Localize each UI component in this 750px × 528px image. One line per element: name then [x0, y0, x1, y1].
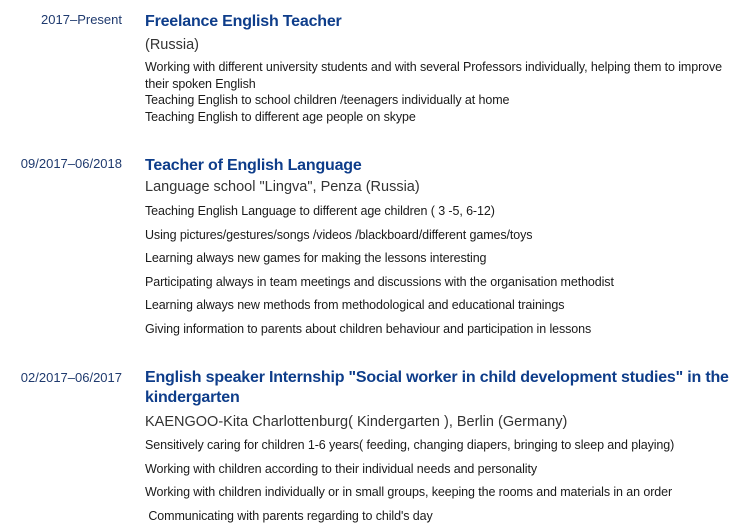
entry-content	[145, 156, 735, 341]
entry-content	[145, 368, 735, 528]
entry-date: 02/2017–06/2017	[20, 370, 122, 385]
entry-organization: (Russia)	[145, 37, 199, 53]
entry-title: Teacher of English Language	[145, 157, 362, 174]
duty-item: Participating always in team meetings and discussions with the organisation methodist	[145, 274, 614, 289]
entry-date: 2017–Present	[41, 12, 122, 27]
entry-duties	[145, 200, 735, 341]
duty-item: Teaching English to school children /teenagers individually at home	[145, 93, 510, 107]
duty-item: Communicating with parents regarding to child's day	[145, 508, 433, 523]
entry-duties	[145, 434, 735, 528]
entry-duties	[145, 59, 735, 125]
entry-title: Freelance English Teacher	[145, 13, 342, 30]
entry-organization: KAENGOO-Kita Charlottenburg( Kindergarten ), Berlin (Germany)	[145, 414, 568, 430]
duty-item: Using pictures/gestures/songs /videos /blackboard/different games/toys	[145, 227, 533, 242]
entry-organization: Language school "Lingva", Penza (Russia)	[145, 179, 420, 195]
entry-title: English speaker Internship "Social worker in child development studies" in the kindergarten	[145, 369, 729, 406]
entry-date: 09/2017–06/2018	[20, 156, 122, 171]
duty-item: Learning always new games for making the lessons interesting	[145, 251, 487, 265]
entry-content	[145, 12, 735, 125]
duty-item: Giving information to parents about children behaviour and participation in lessons	[145, 321, 592, 336]
duty-item: Teaching English to different age people on skype	[145, 109, 416, 124]
duty-item: Learning always new methods from methodological and educational trainings	[145, 298, 565, 312]
duty-item: Working with children according to their individual needs and personality	[145, 461, 537, 476]
duty-item: Working with different university students and with several Professors individually, helping them to improve their spoken English	[145, 60, 722, 91]
duty-item: Sensitively caring for children 1-6 years( feeding, changing diapers, bringing to sleep and playing)	[145, 438, 675, 452]
duty-item: Working with children individually or in small groups, keeping the rooms and materials in an order	[145, 485, 673, 499]
duty-item: Teaching English Language to different age children ( 3 -5, 6-12)	[145, 204, 495, 218]
